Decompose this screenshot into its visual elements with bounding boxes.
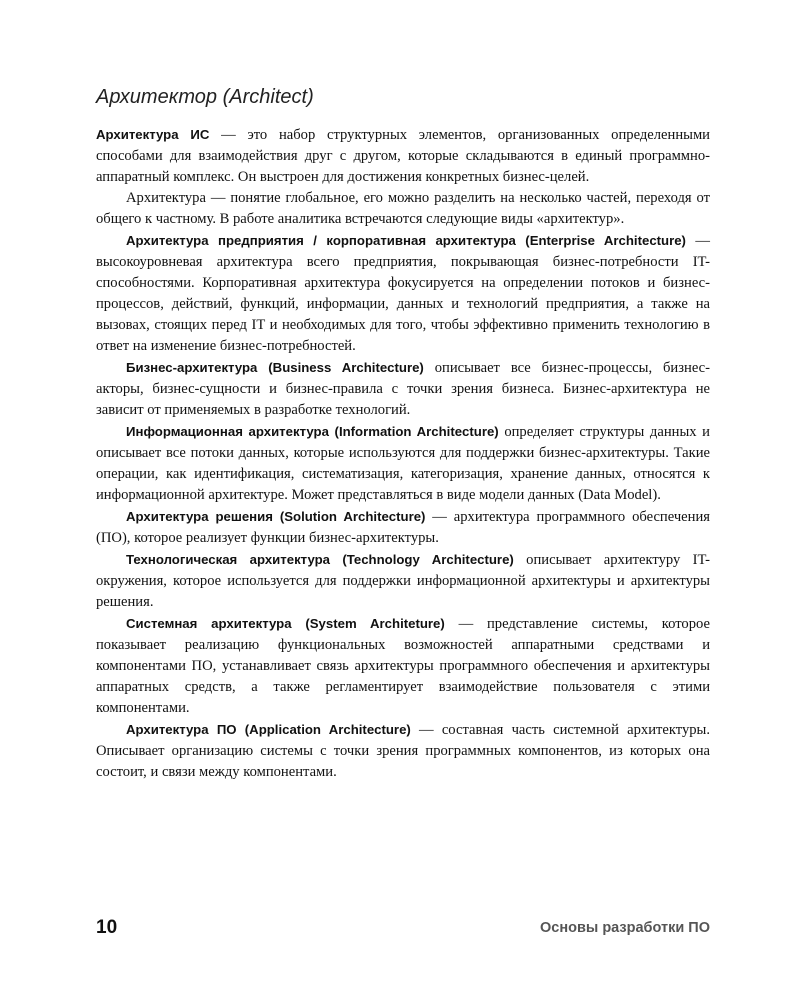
paragraph-text: описывает архитектуру IT-окружения, которое используется для поддержки информационной архитектуры и архитектуры решения. <box>96 552 710 610</box>
running-footer-title: Основы разработки ПО <box>540 920 710 936</box>
term: Архитектура предприятия / корпоративная архитектура (Enterprise Architecture) <box>126 233 686 248</box>
paragraph <box>96 613 710 719</box>
paragraph-text: — это набор структурных элементов, организованных определенными способами для взаимодействия друг с другом, которые складываются в единый программно-аппаратный комплекс. Он выстроен для достижения конкретных бизнес-целей. <box>96 127 710 185</box>
paragraph <box>96 549 710 613</box>
paragraph-text: описывает все бизнес-процессы, бизнес-акторы, бизнес-сущности и бизнес-правила с точки зрения бизнеса. Бизнес-архитектура не зависит от применяемых в разработке технологий. <box>96 360 710 418</box>
paragraph <box>96 124 710 188</box>
term: Бизнес-архитектура (Business Architecture) <box>126 360 424 375</box>
page-footer <box>96 917 710 941</box>
paragraph <box>96 230 710 357</box>
paragraph-text: — составная часть системной архитектуры. Описывает организацию системы с точки зрения программных компонентов, из которых она состоит, и связи между компонентами. <box>96 722 710 780</box>
paragraph-text: — высокоуровневая архитектура всего предприятия, покрывающая бизнес-потребности IT-способностями. Корпоративная архитектура фокусируется на определении потоков и бизнес-процессов, действий, функций, информации, данных и технологий предприятия, а также на вызовах, стоящих перед IT и необходимых для того, чтобы эффективно применить технологию в ответ на изменение бизнес-потребностей. <box>96 233 710 354</box>
term: Архитектура ИС <box>96 127 210 142</box>
term: Архитектура решения (Solution Architecture) <box>126 509 426 524</box>
paragraph <box>96 719 710 783</box>
body-text <box>96 124 710 783</box>
paragraph-text: Архитектура — понятие глобальное, его можно разделить на несколько частей, переходя от общего к частному. В работе аналитика встречаются следующие виды «архитектур». <box>96 190 710 227</box>
paragraph <box>96 188 710 230</box>
book-page <box>96 0 710 1000</box>
paragraph-text: — представление системы, которое показывает реализацию функциональных возможностей аппаратными средствами и компонентами ПО, устанавливает связь архитектуры программного обеспечения и архитектуры аппаратных средств, а также регламентирует взаимодействие пользователя с этими компонентами. <box>96 616 710 716</box>
section-title: Архитектор (Architect) <box>96 86 314 108</box>
term: Архитектура ПО (Application Architecture) <box>126 722 411 737</box>
term: Технологическая архитектура (Technology Architecture) <box>126 552 514 567</box>
term: Информационная архитектура (Information Architecture) <box>126 424 499 439</box>
paragraph-text: определяет структуры данных и описывает все потоки данных, которые используются для поддержки бизнес-архитектуры. Такие операции, как идентификация, систематизация, категоризация, хранение данных, относятся к информационной архитектуре. Может представляться в виде модели данных (Data Model). <box>96 424 710 503</box>
paragraph <box>96 421 710 506</box>
paragraph-text: — архитектура программного обеспечения (ПО), которое реализует функции бизнес-архитектуры. <box>96 509 710 546</box>
paragraph <box>96 506 710 549</box>
page-number: 10 <box>96 917 118 938</box>
paragraph <box>96 357 710 421</box>
term: Системная архитектура (System Architeture) <box>126 616 445 631</box>
